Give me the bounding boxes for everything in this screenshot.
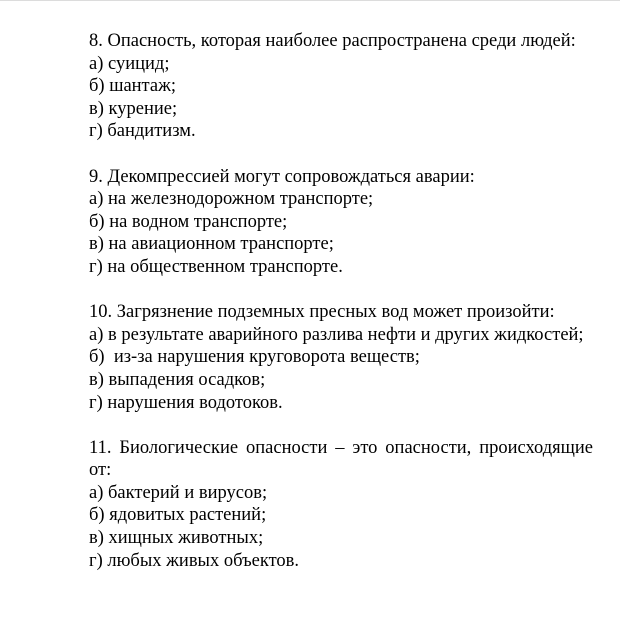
question-title: 8. Опасность, которая наиболее распространена среди людей: <box>89 31 576 51</box>
answer-option: а) на железнодорожном транспорте; <box>89 189 374 210</box>
answer-option: г) бандитизм. <box>89 121 196 142</box>
question-list <box>89 30 593 595</box>
answer-option: б) ядовитых растений; <box>89 505 267 526</box>
question-9 <box>89 166 593 279</box>
top-divider <box>0 0 620 1</box>
answer-option: в) курение; <box>89 98 178 119</box>
answer-option: а) в результате аварийного разлива нефти и других жидкостей; <box>89 324 584 345</box>
question-title: 11. Биологические опасности – это опасности, происходящие от: <box>89 437 593 481</box>
question-title: 9. Декомпрессией могут сопровождаться аварии: <box>89 166 475 187</box>
answer-option: а) суицид; <box>89 53 170 74</box>
answer-option: а) бактерий и вирусов; <box>89 482 268 503</box>
answer-option: г) любых живых объектов. <box>89 550 300 571</box>
answer-option: б) из-за нарушения круговорота веществ; <box>89 347 420 368</box>
question-10 <box>89 301 593 414</box>
question-11 <box>89 437 593 573</box>
answer-option: г) на общественном транспорте. <box>89 256 343 277</box>
answer-option: в) выпадения осадков; <box>89 369 266 390</box>
answer-option: б) шантаж; <box>89 76 176 97</box>
question-title: 10. Загрязнение подземных пресных вод может произойти: <box>89 302 555 323</box>
answer-option: г) нарушения водотоков. <box>89 392 283 413</box>
answer-option: в) хищных животных; <box>89 528 264 549</box>
question-8 <box>89 30 593 143</box>
answer-option: б) на водном транспорте; <box>89 211 288 232</box>
answer-option: в) на авиационном транспорте; <box>89 234 334 255</box>
